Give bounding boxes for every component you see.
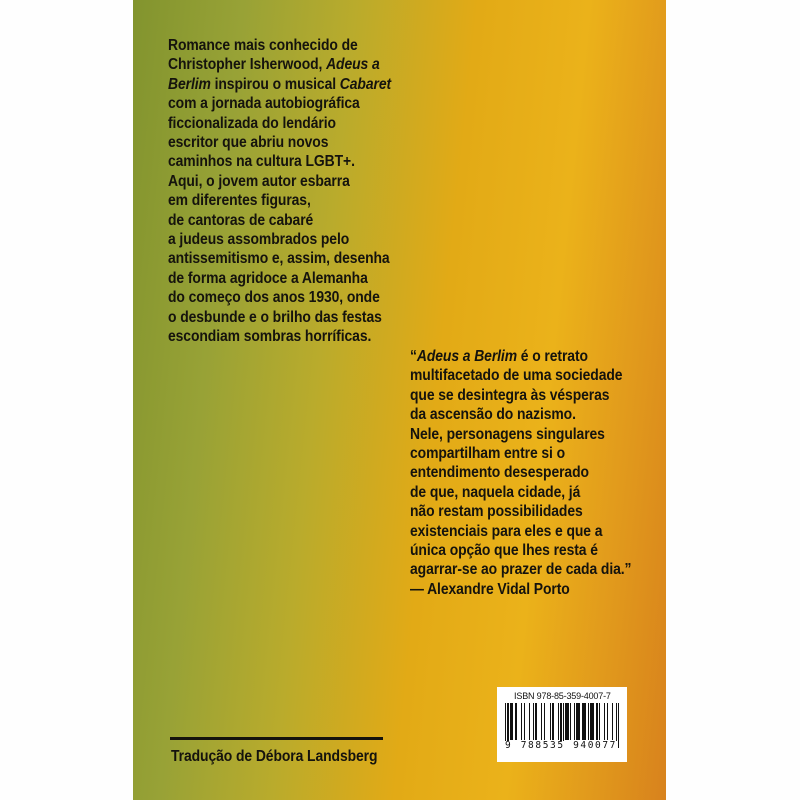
text-line: existenciais para eles e que a — [410, 522, 603, 540]
text-line: em diferentes figuras, — [168, 192, 311, 210]
text-line: de que, naquela cidade, já — [410, 483, 581, 501]
text-line: ficcionalizada do lendário — [168, 114, 336, 132]
text-line: multifacetado de uma sociedade — [410, 367, 623, 385]
translation-credit: Tradução de Débora Landsberg — [171, 748, 378, 765]
text-line: compartilham entre si o — [410, 445, 566, 463]
barcode-digit-group: 940077 — [573, 740, 617, 751]
text-line: de cantoras de cabaré — [168, 211, 314, 229]
text-line: — Alexandre Vidal Porto — [410, 580, 570, 598]
barcode-digit-group: 788535 — [520, 740, 565, 751]
text-line: escritor que abriu novos — [168, 134, 329, 152]
text-line: única opção que lhes resta é — [410, 542, 598, 560]
text-line: o desbunde e o brilho das festas — [168, 308, 382, 326]
synopsis-text — [168, 36, 391, 347]
text-line: da ascensão do nazismo. — [410, 406, 576, 424]
text-line: caminhos na cultura LGBT+. — [168, 153, 355, 171]
text-line: Romance mais conhecido de — [168, 37, 358, 54]
text-line: com a jornada autobiográfica — [168, 95, 360, 113]
text-line: que se desintegra às vésperas — [410, 386, 610, 404]
barcode-bars — [505, 703, 619, 740]
book-back-cover — [133, 0, 666, 800]
barcode-digits — [505, 741, 619, 751]
text-line: de forma agridoce a Alemanha — [168, 269, 368, 287]
text-line: Christopher Isherwood, Adeus a — [168, 56, 380, 74]
barcode-digit-group: 9 — [505, 740, 513, 751]
text-line: escondiam sombras horríficas. — [168, 328, 372, 346]
text-line: “Adeus a Berlim é o retrato — [410, 348, 588, 365]
text-line: agarrar-se ao prazer de cada dia.” — [410, 561, 632, 579]
text-line: entendimento desesperado — [410, 464, 589, 482]
text-line: a judeus assombrados pelo — [168, 231, 350, 249]
text-line: Berlim inspirou o musical Cabaret — [168, 75, 392, 93]
review-quote — [410, 347, 631, 599]
isbn-label: ISBN 978-85-359-4007-7 — [514, 691, 611, 702]
text-line: do começo dos anos 1930, onde — [168, 289, 380, 307]
isbn-barcode — [497, 687, 627, 762]
text-line: Aqui, o jovem autor esbarra — [168, 172, 350, 190]
divider-rule — [170, 737, 383, 740]
text-line: Nele, personagens singulares — [410, 425, 605, 443]
text-line: não restam possibilidades — [410, 503, 583, 521]
text-line: antissemitismo e, assim, desenha — [168, 250, 390, 268]
